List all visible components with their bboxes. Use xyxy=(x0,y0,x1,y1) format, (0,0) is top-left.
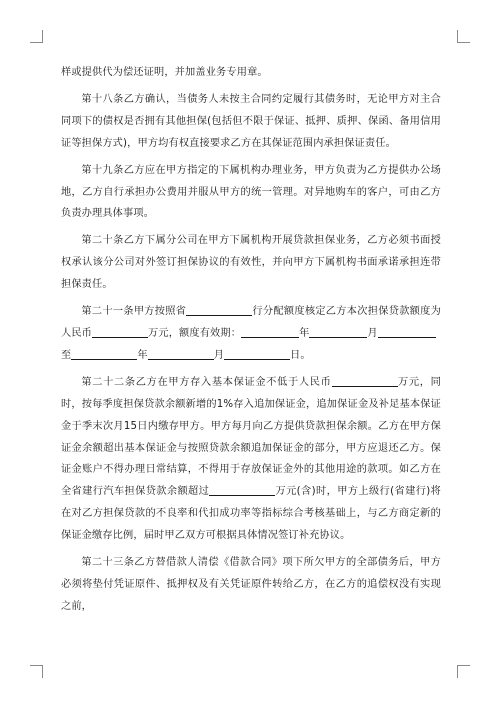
paragraph-article-20: 第二十条乙方下属分公司在甲方下属机构开展贷款担保业务，乙方必须书面授权承认该分公司对外签订担保协议的有效性，并向甲方下属机构书面承诺承担连带担保责任。 xyxy=(61,235,441,291)
blank-end-month[interactable] xyxy=(148,347,214,360)
paragraph-article-18: 第十八条乙方确认，当债务人未按主合同约定履行其债务时，无论甲方对主合同项下的债权是否拥有其他担保(包括但不限于保证、抵押、质押、保函、备用信用证等担保方式)，甲方均有权直接要求乙方在其保证范围内承担保证责任。 xyxy=(61,93,441,149)
crop-mark-top-left xyxy=(30,30,43,43)
blank-start-month[interactable] xyxy=(309,325,367,338)
paragraph-article-23: 第二十三条乙方替借款人清偿《借款合同》项下所欠甲方的全部债务后，甲方必须将垫付凭证原件、抵押权及有关凭证原件转给乙方，在乙方的追偿权没有实现之前， xyxy=(61,557,441,612)
article-22-text: 第二十二条乙方在甲方存入基本保证金不低于人民币 xyxy=(81,376,332,388)
article-21-text: 月 xyxy=(367,327,378,339)
article-21-text: 年 xyxy=(137,349,148,361)
blank-province[interactable] xyxy=(186,303,252,316)
article-21-text: 行分配额度核定乙方本次担保贷款额度为人民币 xyxy=(61,306,441,339)
blank-end-day[interactable] xyxy=(224,347,290,360)
paragraph-article-19: 第十九条乙方应在甲方指定的下属机构办理业务，甲方负责为乙方提供办公场地，乙方自行承担办公费用并服从甲方的统一管理。对异地购车的客户，可由乙方负责办理具体事项。 xyxy=(61,164,441,220)
blank-end-year[interactable] xyxy=(71,347,137,360)
article-22-text: 万元，同时，按每季度担保贷款余额新增的1%存入追加保证金，追加保证金及补足基本保证金于季末次月15日内缴存甲方。甲方每月向乙方提供贷款担保余额。乙方在甲方保证金余额超出基本保证金与按照贷款余额追加保证金的部分，甲方应退还乙方。保证金账户不得办理日常结算，不得用于存放保证金外的其他用途的款项。如乙方在全省建行汽车担保贷款余额超过 xyxy=(61,376,441,498)
article-21-text: 至 xyxy=(61,349,72,361)
article-21-text: 月 xyxy=(213,349,225,361)
crop-mark-top-right xyxy=(457,30,470,43)
paragraph-17-tail: 样或提供代为偿还证明，并加盖业务专用章。 xyxy=(61,67,268,78)
blank-start-day[interactable] xyxy=(378,325,436,338)
paragraph-article-21 xyxy=(61,301,441,367)
crop-mark-bottom-right xyxy=(457,665,470,678)
article-21-text: 年 xyxy=(299,327,310,339)
blank-amount[interactable] xyxy=(92,325,148,338)
crop-mark-bottom-left xyxy=(30,665,43,678)
document-body xyxy=(61,62,441,623)
article-22-text: 万元(含)时，甲方上级行(省建行)将在对乙方担保贷款的不良率和代扣成功率等指标综合考核基础上，与乙方商定新的保证金缴存比例，届时甲乙双方可根据具体情况签订补充协议。 xyxy=(61,486,441,542)
article-21-text: 日。 xyxy=(290,349,311,361)
article-21-text: 第二十一条甲方按照省 xyxy=(81,306,187,318)
blank-base-deposit[interactable] xyxy=(332,374,398,387)
blank-loan-balance[interactable] xyxy=(209,483,275,496)
article-21-text: 万元，额度有效期： xyxy=(148,327,242,339)
paragraph-article-22 xyxy=(61,372,441,547)
blank-start-year[interactable] xyxy=(241,325,299,338)
